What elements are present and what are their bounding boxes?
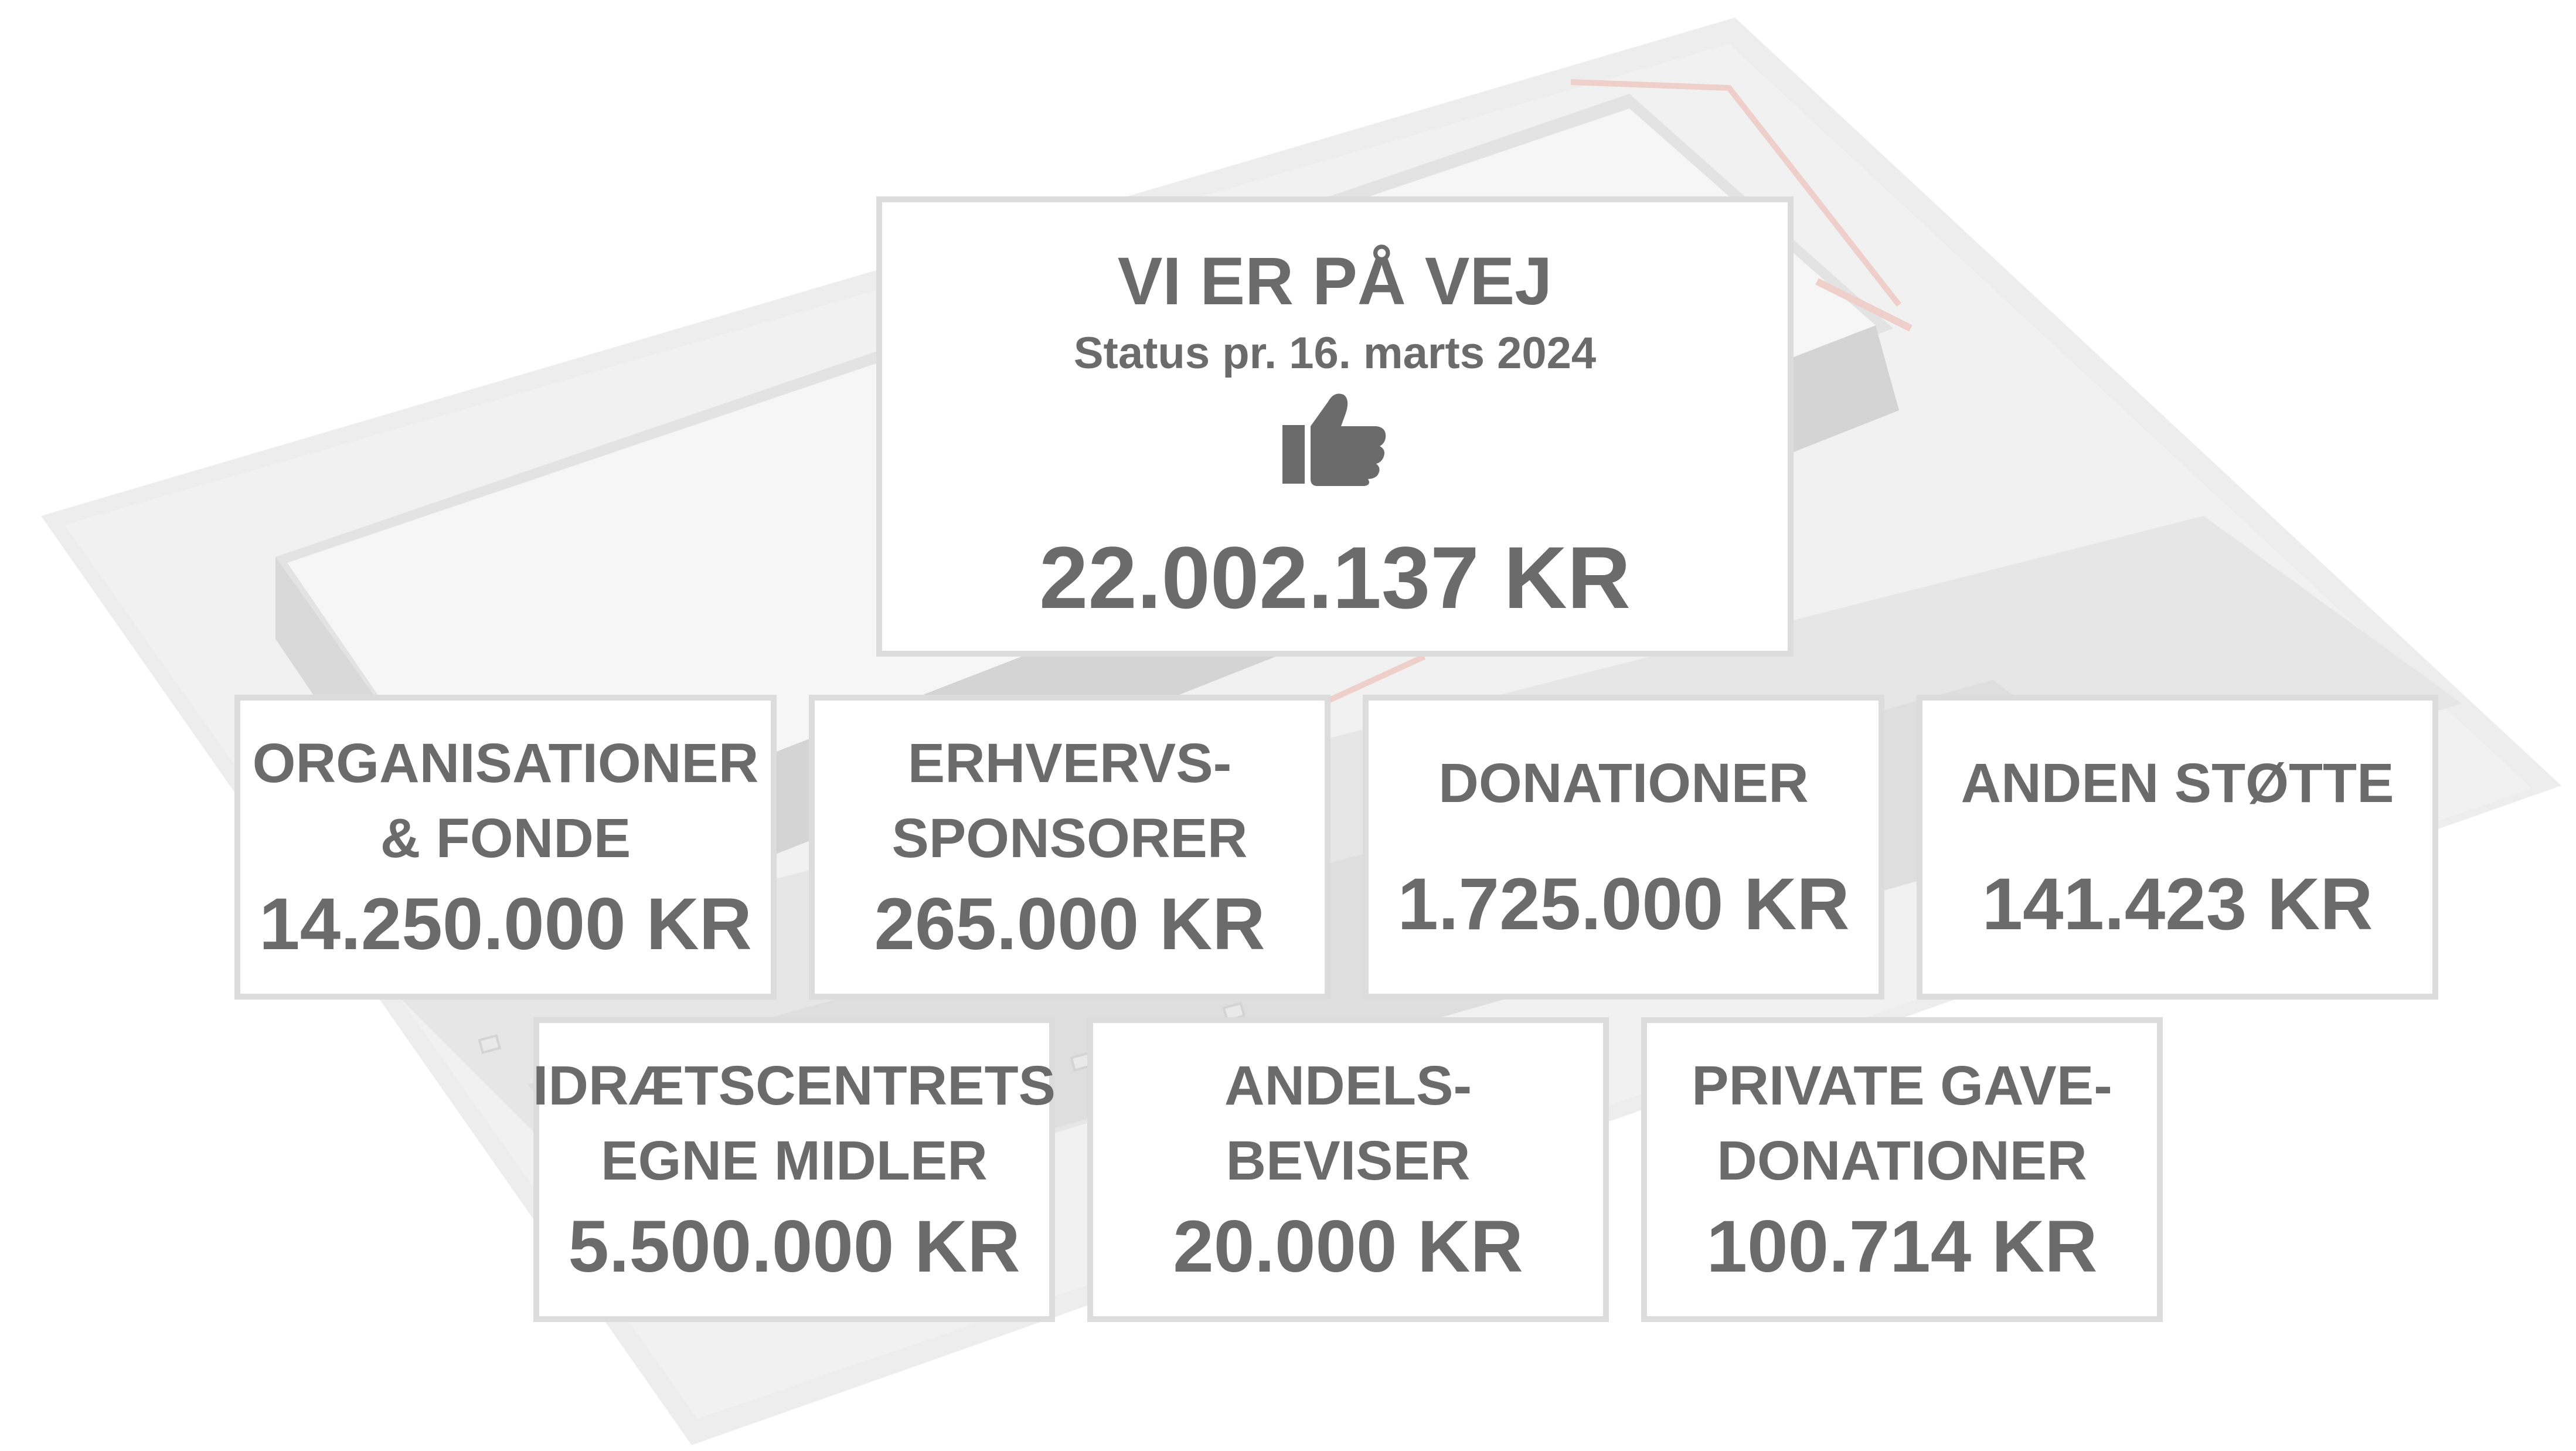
category-value: 5.500.000 KR [568,1206,1020,1287]
category-card-anden-stotte [1917,695,2438,1000]
category-value: 14.250.000 KR [259,883,752,965]
thumbs-up-icon [1282,390,1388,487]
category-label: ANDEN STØTTE [1961,752,2394,814]
category-value: 265.000 KR [874,883,1265,965]
status-date: Status pr. 16. marts 2024 [1073,328,1597,378]
category-label: PRIVATE GAVE- DONATIONER [1692,1055,2112,1192]
page-title: VI ER PÅ VEJ [1117,244,1553,319]
category-card-erhvervssponsorer [809,695,1330,1000]
category-card-egne-midler [533,1017,1055,1322]
category-value: 1.725.000 KR [1397,864,1850,945]
category-card-organisationer [234,695,777,1000]
category-card-donationer [1363,695,1884,1000]
category-label: DONATIONER [1438,752,1809,814]
category-label: ANDELS- BEVISER [1224,1055,1472,1192]
total-amount: 22.002.137 KR [1039,528,1631,627]
category-value: 141.423 KR [1982,864,2373,945]
category-value: 100.714 KR [1706,1206,2098,1287]
category-label: ERHVERVS- SPONSORER [891,732,1248,869]
total-card [876,196,1794,657]
category-value: 20.000 KR [1173,1206,1523,1287]
category-card-private-gavedonationer [1641,1017,2163,1322]
category-label: IDRÆTSCENTRETS EGNE MIDLER [533,1055,1056,1192]
category-card-andelsbeviser [1087,1017,1609,1322]
category-label: ORGANISATIONER & FONDE [252,732,759,869]
